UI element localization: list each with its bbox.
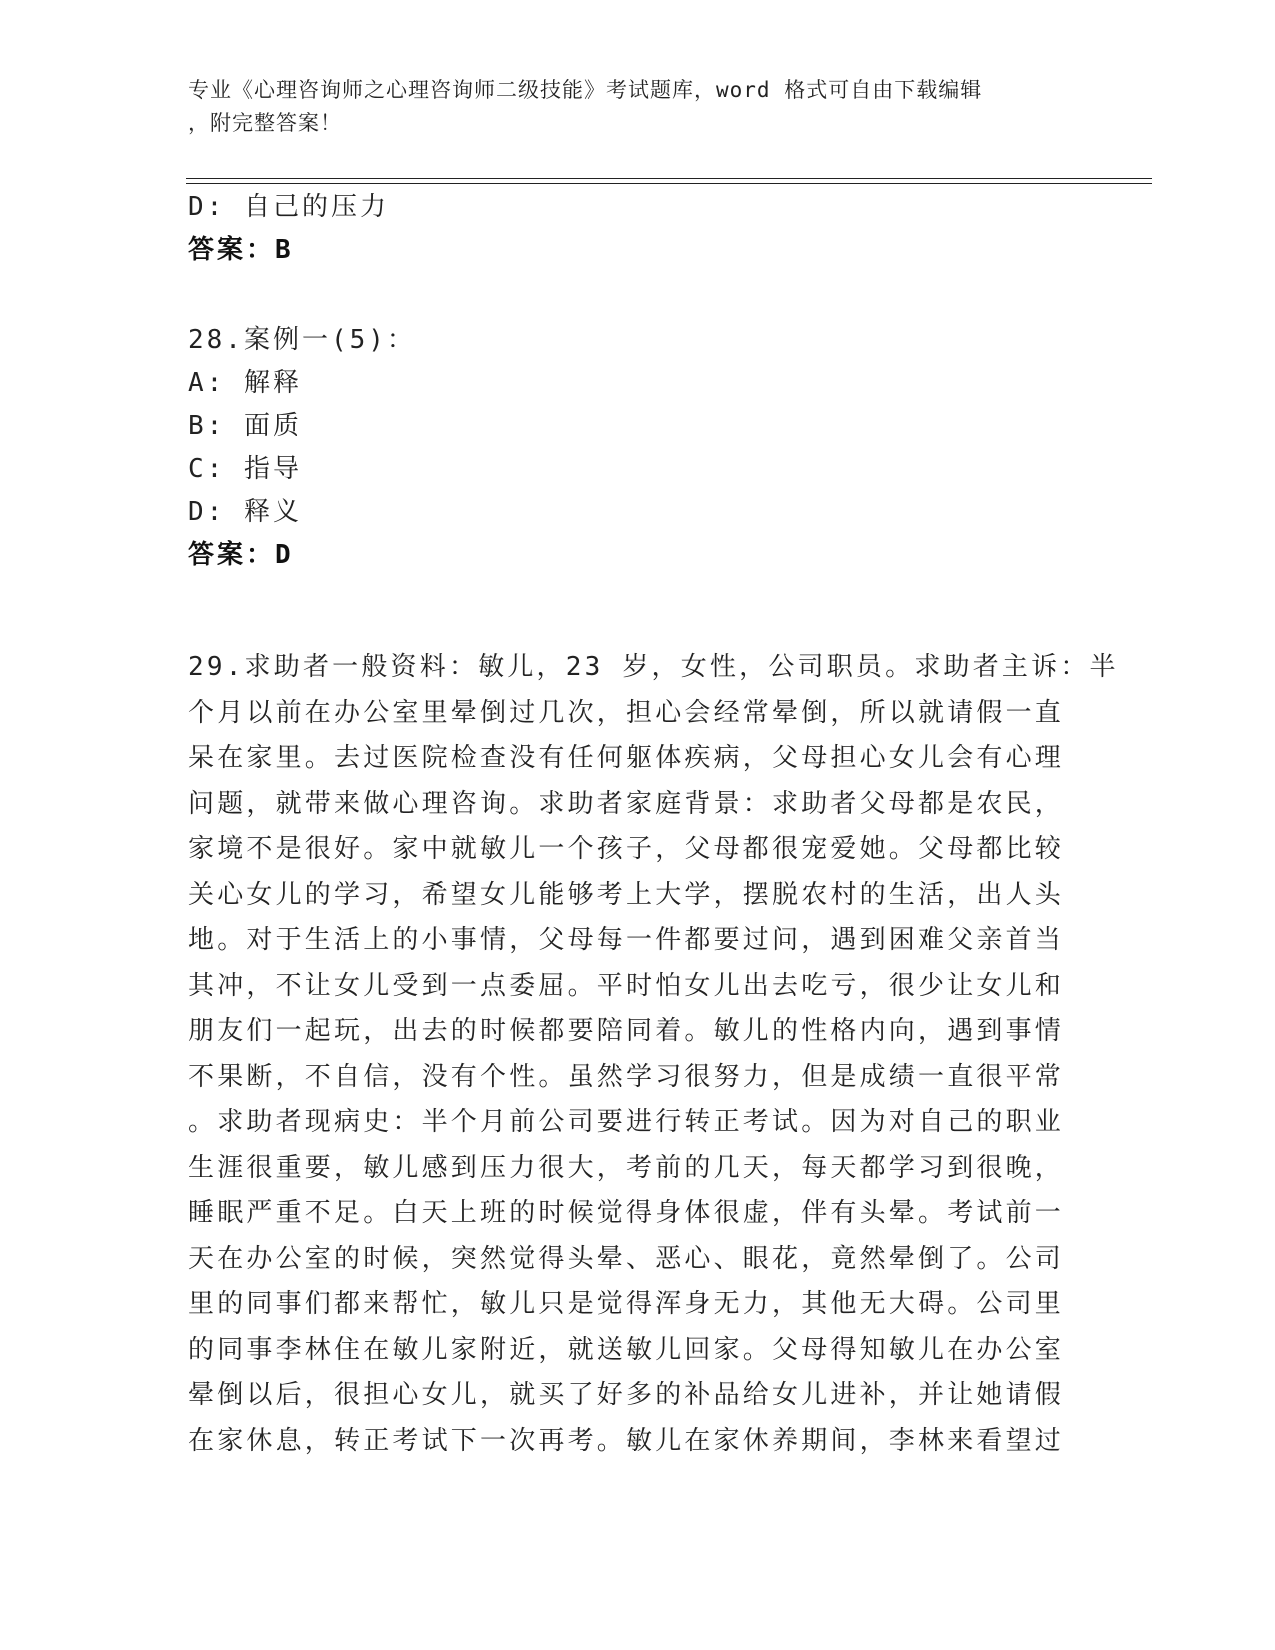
q29-paragraph xyxy=(188,645,1119,1464)
q29-line: 地。对于生活上的小事情，父母每一件都要过问，遇到困难父亲首当 xyxy=(188,925,1065,955)
q29-line: 睡眠严重不足。白天上班的时候觉得身体很虚，伴有头晕。考试前一 xyxy=(188,1198,1065,1228)
q29-line: 家境不是很好。家中就敏儿一个孩子，父母都很宠爱她。父母都比较 xyxy=(188,834,1065,864)
q29-line: 在家休息，转正考试下一次再考。敏儿在家休养期间，李林来看望过 xyxy=(188,1425,1065,1456)
q29-line: 里的同事们都来帮忙，敏儿只是觉得浑身无力，其他无大碍。公司里 xyxy=(188,1289,1065,1319)
q29-line: 生涯很重要，敏儿感到压力很大，考前的几天，每天都学习到很晚， xyxy=(188,1152,1065,1183)
header-line-1: 专业《心理咨询师之心理咨询师二级技能》考试题库，word 格式可自由下载编辑 xyxy=(188,78,983,102)
prev-option-d: D: 自己的压力 xyxy=(188,192,389,222)
header-divider-top xyxy=(186,178,1152,179)
q28-answer: 答案：D xyxy=(188,540,294,570)
q29-line: 。求助者现病史：半个月前公司要进行转正考试。因为对自己的职业 xyxy=(188,1107,1065,1137)
q28-option-a: A: 解释 xyxy=(188,368,302,398)
q29-line: 关心女儿的学习，希望女儿能够考上大学，摆脱农村的生活，出人头 xyxy=(188,879,1065,910)
q28-stem: 28.案例一(5)： xyxy=(188,325,416,355)
q28-option-d: D: 释义 xyxy=(188,497,302,527)
q29-line: 问题，就带来做心理咨询。求助者家庭背景：求助者父母都是农民， xyxy=(188,788,1065,819)
q29-line: 天在办公室的时候，突然觉得头晕、恶心、眼花，竟然晕倒了。公司 xyxy=(188,1243,1065,1274)
q29-line: 呆在家里。去过医院检查没有任何躯体疾病，父母担心女儿会有心理 xyxy=(188,743,1065,773)
header-divider-bottom xyxy=(186,183,1152,184)
header-line-2: ，附完整答案！ xyxy=(188,111,342,135)
q29-line: 不果断，不自信，没有个性。虽然学习很努力，但是成绩一直很平常 xyxy=(188,1061,1065,1092)
q29-line: 其冲，不让女儿受到一点委屈。平时怕女儿出去吃亏，很少让女儿和 xyxy=(188,970,1065,1001)
q29-line: 晕倒以后，很担心女儿，就买了好多的补品给女儿进补，并让她请假 xyxy=(188,1380,1065,1410)
q29-line: 朋友们一起玩，出去的时候都要陪同着。敏儿的性格内向，遇到事情 xyxy=(188,1016,1065,1046)
q29-line: 的同事李林住在敏儿家附近，就送敏儿回家。父母得知敏儿在办公室 xyxy=(188,1334,1065,1365)
page-header xyxy=(188,74,1068,140)
prev-answer: 答案：B xyxy=(188,235,294,265)
q29-line: 个月以前在办公室里晕倒过几次，担心会经常晕倒，所以就请假一直 xyxy=(188,697,1065,728)
q28-option-b: B: 面质 xyxy=(188,411,302,441)
q29-line: 29.求助者一般资料：敏儿，23 岁，女性，公司职员。求助者主诉：半 xyxy=(188,652,1119,682)
q28-option-c: C: 指导 xyxy=(188,454,302,484)
